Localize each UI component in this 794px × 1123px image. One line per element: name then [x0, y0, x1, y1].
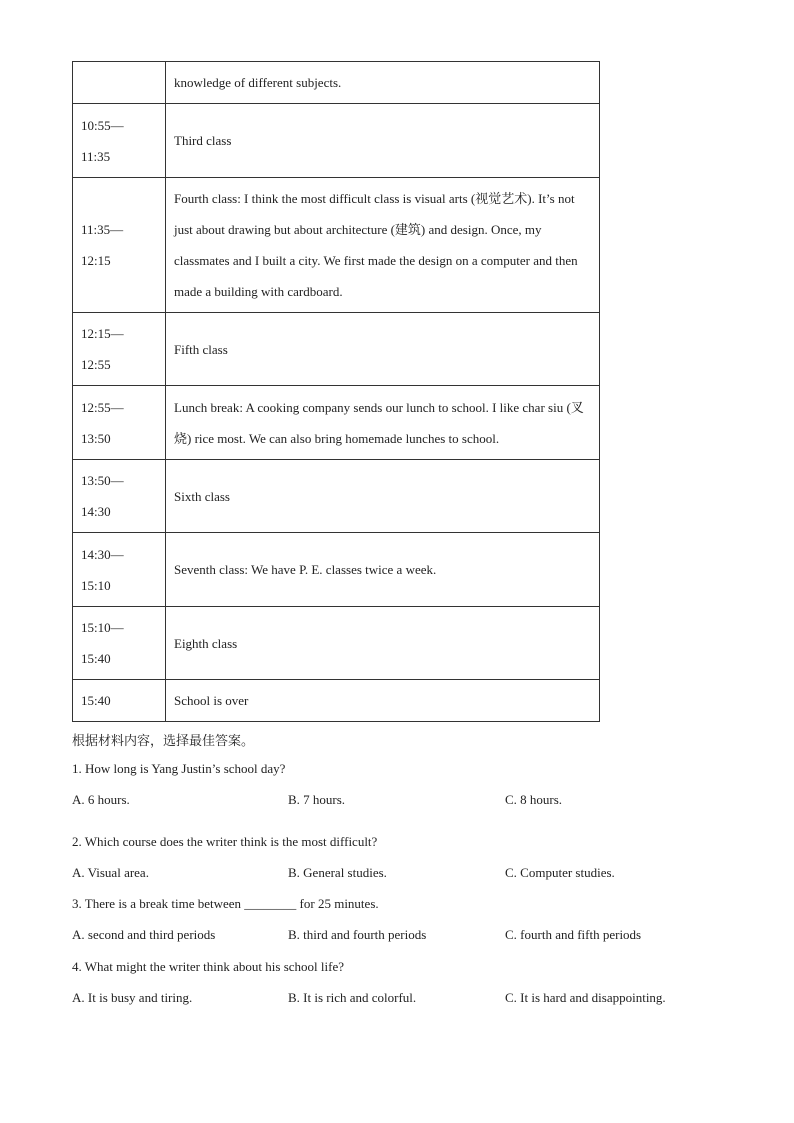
activity-cell: Fourth class: I think the most difficult class is visual arts (视觉艺术). It’s not just about drawing but about architecture (建筑) and design. Once, my classmates and I built a city. We first made the design on a computer and then made a building with cardboard.	[166, 178, 600, 313]
time-cell	[73, 313, 166, 386]
q3-option-c[interactable]: C. fourth and fifth periods	[505, 927, 642, 942]
time-start: 11:35—	[81, 222, 124, 237]
time-cell	[73, 607, 166, 680]
activity-cell: Seventh class: We have P. E. classes twice a week.	[166, 533, 600, 607]
time-end: 13:50	[81, 430, 111, 446]
time-start: 15:10—	[81, 620, 124, 635]
time-cell	[73, 533, 166, 607]
activity-cell: Third class	[166, 104, 600, 178]
question-2: 2. Which course does the writer think is the most difficult?	[72, 834, 378, 849]
activity-cell: Sixth class	[166, 460, 600, 533]
question-4: 4. What might the writer think about his school life?	[72, 959, 344, 974]
time-cell	[73, 680, 166, 722]
activity-cell: School is over	[166, 680, 600, 722]
time-cell	[73, 178, 166, 313]
table-row	[73, 104, 600, 178]
time-end: 15:40	[81, 651, 111, 666]
time-start: 15:40	[81, 693, 111, 708]
table-row	[73, 386, 600, 460]
time-cell	[73, 460, 166, 533]
time-cell	[73, 62, 166, 104]
time-start: 12:15—	[81, 326, 124, 341]
q1-option-c[interactable]: C. 8 hours.	[505, 792, 563, 807]
time-start: 12:55—	[81, 399, 124, 415]
q2-option-b[interactable]: B. General studies.	[288, 865, 387, 880]
activity-cell: Lunch break: A cooking company sends our lunch to school. I like char siu (叉烧) rice most. We can also bring homemade lunches to school.	[166, 386, 600, 460]
activity-cell: Fifth class	[166, 313, 600, 386]
q2-option-a[interactable]: A. Visual area.	[72, 865, 149, 880]
time-end: 12:55	[81, 357, 111, 372]
time-end: 12:15	[81, 253, 111, 268]
q2-option-c[interactable]: C. Computer studies.	[505, 865, 615, 880]
q1-option-a[interactable]: A. 6 hours.	[72, 792, 130, 807]
schedule-table	[72, 61, 600, 722]
time-end: 11:35	[81, 148, 111, 164]
time-end: 14:30	[81, 504, 111, 519]
time-cell	[73, 386, 166, 460]
q4-option-a[interactable]: A. It is busy and tiring.	[72, 990, 193, 1005]
q1-option-b[interactable]: B. 7 hours.	[288, 792, 346, 807]
table-row	[73, 313, 600, 386]
time-cell	[73, 104, 166, 178]
q3-option-a[interactable]: A. second and third periods	[72, 927, 216, 942]
activity-cell: Eighth class	[166, 607, 600, 680]
table-row	[73, 680, 600, 722]
q4-option-c[interactable]: C. It is hard and disappointing.	[505, 990, 666, 1005]
time-start: 13:50—	[81, 473, 124, 488]
table-row	[73, 607, 600, 680]
table-row	[73, 460, 600, 533]
table-row	[73, 62, 600, 104]
activity-cell: knowledge of different subjects.	[166, 62, 600, 104]
question-3: 3. There is a break time between ________ for 25 minutes.	[72, 896, 379, 911]
time-start: 14:30—	[81, 546, 124, 562]
q3-option-b[interactable]: B. third and fourth periods	[288, 927, 427, 942]
time-start: 10:55—	[81, 117, 124, 133]
table-row	[73, 178, 600, 313]
q4-option-b[interactable]: B. It is rich and colorful.	[288, 990, 417, 1005]
instruction: 根据材料内容，选择最佳答案。	[72, 733, 255, 748]
table-row	[73, 533, 600, 607]
question-1: 1. How long is Yang Justin’s school day?	[72, 761, 286, 776]
time-end: 15:10	[81, 577, 111, 593]
